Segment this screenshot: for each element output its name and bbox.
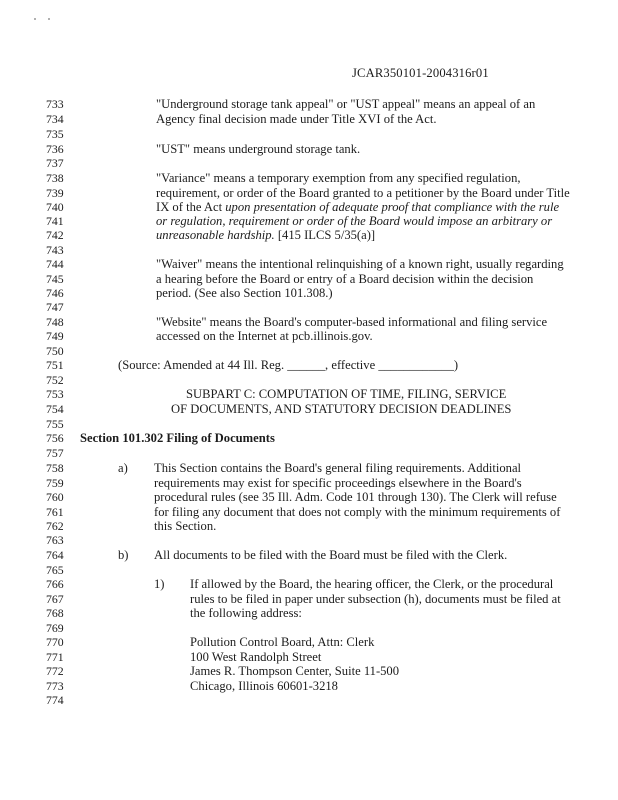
subsection-label: 1) bbox=[154, 577, 165, 591]
line-number: 760 bbox=[46, 490, 64, 504]
line-number: 771 bbox=[46, 650, 64, 664]
document-code: JCAR350101-2004316r01 bbox=[352, 66, 489, 80]
line-number: 743 bbox=[46, 243, 64, 257]
scan-speck bbox=[34, 18, 36, 20]
line-number: 745 bbox=[46, 272, 64, 286]
line-number: 747 bbox=[46, 300, 64, 314]
line-number: 752 bbox=[46, 373, 64, 387]
text-line: rules to be filed in paper under subsection (h), documents must be filed at bbox=[190, 592, 561, 606]
line-number: 758 bbox=[46, 461, 64, 475]
line-number: 733 bbox=[46, 97, 64, 111]
line-number: 755 bbox=[46, 417, 64, 431]
text-line: requirement, or order of the Board granted to a petitioner by the Board under Title bbox=[156, 186, 570, 200]
line-number: 768 bbox=[46, 606, 64, 620]
line-number: 763 bbox=[46, 533, 64, 547]
line-number: 741 bbox=[46, 214, 64, 228]
line-number: 744 bbox=[46, 257, 64, 271]
address-line: 100 West Randolph Street bbox=[190, 650, 322, 664]
line-number: 767 bbox=[46, 592, 64, 606]
line-number: 736 bbox=[46, 142, 64, 156]
definition-ust: "UST" means underground storage tank. bbox=[156, 142, 361, 156]
line-number: 770 bbox=[46, 635, 64, 649]
text-line bbox=[156, 201, 559, 214]
line-number: 734 bbox=[46, 112, 64, 126]
subsection-label: a) bbox=[118, 461, 128, 475]
text-line: If allowed by the Board, the hearing officer, the Clerk, or the procedural bbox=[190, 577, 554, 591]
text-line: "Website" means the Board's computer-based informational and filing service bbox=[156, 315, 548, 329]
line-number: 765 bbox=[46, 563, 64, 577]
line-number: 772 bbox=[46, 664, 64, 678]
scan-speck bbox=[48, 18, 50, 20]
text-line: this Section. bbox=[154, 519, 217, 533]
citation: [415 ILCS 5/35(a)] bbox=[274, 228, 376, 242]
text-line: This Section contains the Board's general filing requirements. Additional bbox=[154, 461, 522, 475]
line-number: 751 bbox=[46, 358, 64, 372]
address-line: James R. Thompson Center, Suite 11-500 bbox=[190, 664, 400, 678]
text-line: the following address: bbox=[190, 606, 302, 620]
line-number: 754 bbox=[46, 402, 64, 416]
line-number: 753 bbox=[46, 387, 64, 401]
text-line: procedural rules (see 35 Ill. Adm. Code 101 through 130). The Clerk will refuse bbox=[154, 490, 557, 504]
text-line: requirements may exist for specific proceedings elsewhere in the Board's bbox=[154, 476, 522, 490]
line-number: 740 bbox=[46, 200, 64, 214]
text-line: All documents to be filed with the Board must be filed with the Clerk. bbox=[154, 548, 508, 562]
subpart-line: OF DOCUMENTS, AND STATUTORY DECISION DEADLINES bbox=[171, 402, 512, 416]
address-line: Pollution Control Board, Attn: Clerk bbox=[190, 635, 375, 649]
source-note: (Source: Amended at 44 Ill. Reg. ______, effective ____________) bbox=[118, 358, 459, 372]
line-number: 766 bbox=[46, 577, 64, 591]
line-number: 764 bbox=[46, 548, 64, 562]
italic-quote: unreasonable hardship. bbox=[156, 228, 275, 242]
line-number: 748 bbox=[46, 315, 64, 329]
section-heading: Section 101.302 Filing of Documents bbox=[80, 431, 275, 445]
line-number: 759 bbox=[46, 476, 64, 490]
line-number: 746 bbox=[46, 286, 64, 300]
text-line: Agency final decision made under Title XVI of the Act. bbox=[156, 112, 437, 126]
line-number: 739 bbox=[46, 186, 64, 200]
line-number: 750 bbox=[46, 344, 64, 358]
line-number: 735 bbox=[46, 127, 64, 141]
text-line: a hearing before the Board or entry of a Board decision within the decision bbox=[156, 272, 534, 286]
text-line: "Waiver" means the intentional relinquishing of a known right, usually regarding bbox=[156, 257, 564, 271]
text-line: "Variance" means a temporary exemption from any specified regulation, bbox=[156, 171, 521, 185]
text-line: accessed on the Internet at pcb.illinois.gov. bbox=[156, 329, 373, 343]
text-line bbox=[156, 229, 375, 242]
line-number: 738 bbox=[46, 171, 64, 185]
subpart-line: SUBPART C: COMPUTATION OF TIME, FILING, SERVICE bbox=[186, 387, 507, 401]
text-line: period. (See also Section 101.308.) bbox=[156, 286, 333, 300]
text-line: for filing any document that does not comply with the minimum requirements of bbox=[154, 505, 561, 519]
line-number: 762 bbox=[46, 519, 64, 533]
line-number: 749 bbox=[46, 329, 64, 343]
line-number: 742 bbox=[46, 228, 64, 242]
address-line: Chicago, Illinois 60601-3218 bbox=[190, 679, 338, 693]
line-number: 757 bbox=[46, 446, 64, 460]
line-number: 756 bbox=[46, 431, 64, 445]
italic-quote: or regulation, requirement or order of the Board would impose an arbitrary or bbox=[156, 214, 553, 228]
line-number: 774 bbox=[46, 693, 64, 707]
line-number: 769 bbox=[46, 621, 64, 635]
line-number: 773 bbox=[46, 679, 64, 693]
text-segment: IX of the Act bbox=[156, 200, 226, 214]
text-line: "Underground storage tank appeal" or "UST appeal" means an appeal of an bbox=[156, 97, 536, 111]
italic-quote: upon presentation of adequate proof that compliance with the rule bbox=[225, 200, 560, 214]
line-number: 761 bbox=[46, 505, 64, 519]
line-number: 737 bbox=[46, 156, 64, 170]
subsection-label: b) bbox=[118, 548, 129, 562]
